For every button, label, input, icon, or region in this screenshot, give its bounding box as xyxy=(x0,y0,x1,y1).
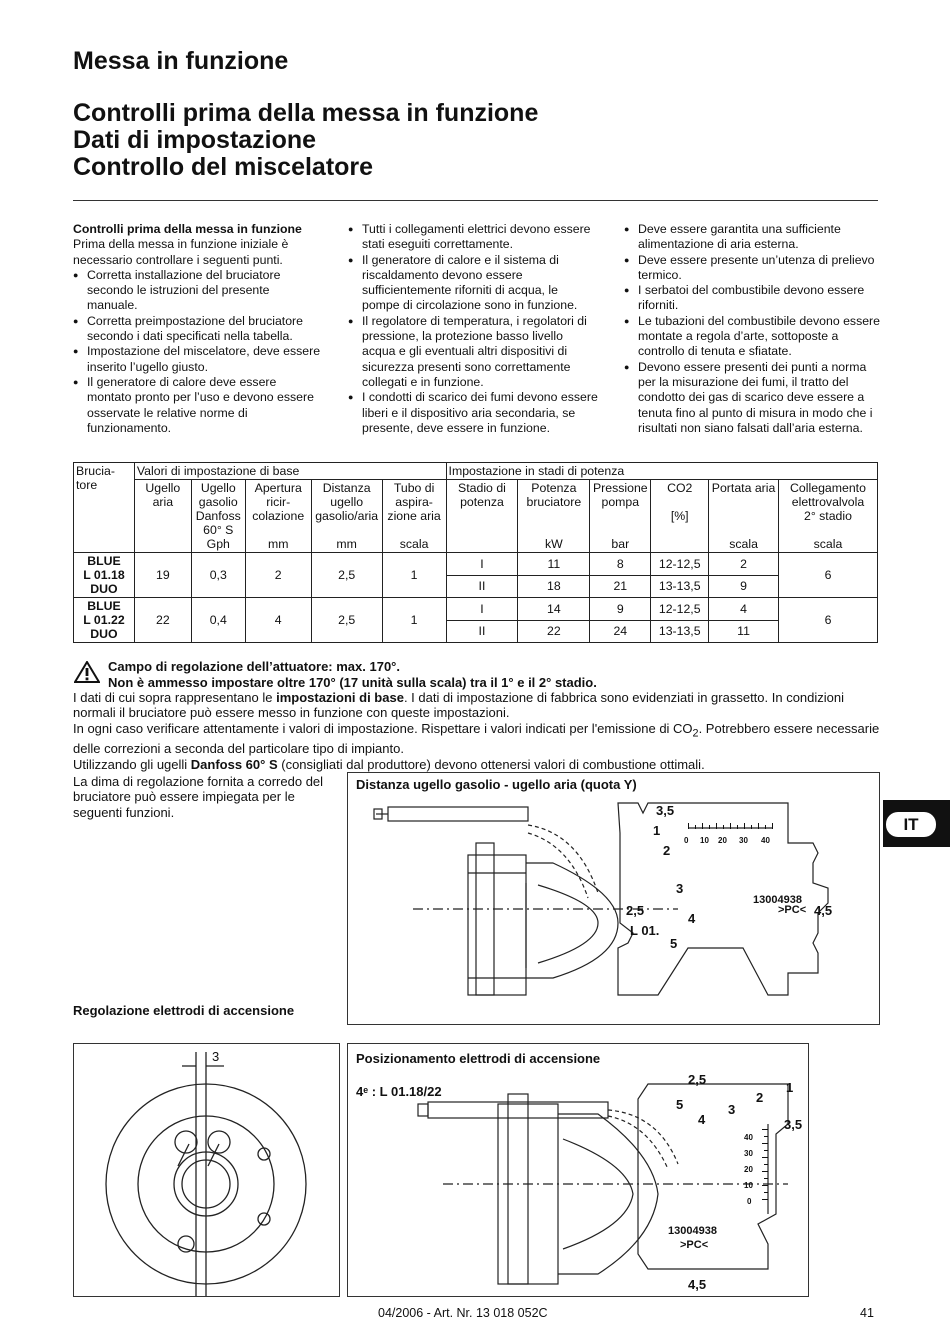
bullet-list xyxy=(348,222,598,436)
dimension-label: 3 xyxy=(212,1049,220,1064)
gauge-pc-mark: >PC< xyxy=(680,1239,709,1251)
gauge-label: 4 xyxy=(698,1112,706,1127)
table-cell: 6 xyxy=(778,598,877,643)
gauge-model-label: L 01. xyxy=(630,923,660,938)
gauge-scale-ticks xyxy=(762,1129,768,1200)
table-cell: II xyxy=(446,620,518,643)
column-electrical xyxy=(348,222,598,436)
list-item: ● Deve essere presente un’utenza di prelievo termico. xyxy=(624,253,880,284)
gauge-label: 3 xyxy=(728,1102,736,1117)
subtitle-line: Controllo del miscelatore xyxy=(73,153,374,181)
table-cell: 21 xyxy=(590,575,651,598)
list-item: ● I serbatoi del combustibile devono essere riforniti. xyxy=(624,283,880,314)
column-header: Pressione pompa xyxy=(592,481,648,509)
column-fuel xyxy=(624,222,880,436)
note-text: (consigliati dal produttore) devono ottenersi valori di combustione ottimali. xyxy=(277,756,705,772)
settings-notes xyxy=(73,690,883,772)
bullet-list xyxy=(624,222,880,436)
scale-label: 0 xyxy=(684,836,689,845)
table-cell: 13-13,5 xyxy=(651,620,709,643)
warning-text xyxy=(108,659,597,691)
column-header: Ugello gasolio Danfoss 60° S xyxy=(195,481,241,537)
column-unit: scala xyxy=(813,537,843,551)
figure-subtitle: 4ᵉ : L 01.18/22 xyxy=(356,1084,442,1099)
table-cell: 0,3 xyxy=(191,553,245,598)
settings-table xyxy=(73,462,878,643)
table-cell: 18 xyxy=(518,575,590,598)
table-cell: 4 xyxy=(709,598,779,621)
column-checks xyxy=(73,222,321,436)
scale-label: 20 xyxy=(744,1165,753,1174)
column-unit: bar xyxy=(611,537,630,551)
column-header: Stadio di potenza xyxy=(458,481,506,509)
gauge-code: 13004938 xyxy=(753,894,802,906)
column-header: Potenza bruciatore xyxy=(526,481,582,509)
gauge-label: 2 xyxy=(756,1090,764,1105)
language-tab-label: IT xyxy=(886,812,936,837)
column-unit: scala xyxy=(399,537,429,551)
table-cell: 2,5 xyxy=(311,553,382,598)
note-emphasis: impostazioni di base xyxy=(276,690,404,705)
list-item: ● Il regolatore di temperatura, i regolatori di pressione, la protezione basso livello acqua e gli eventuali altri dispositivi di sicurezza presenti sono correttamente collegati e in funzione. xyxy=(348,314,598,390)
figure-title: Posizionamento elettrodi di accensione xyxy=(356,1051,601,1066)
column-unit: kW xyxy=(544,537,563,551)
note-text: . Potrebbero essere necessarie delle correzioni a seconda del particolare tipo di impianto. xyxy=(73,720,880,757)
table-cell: 19 xyxy=(134,553,191,598)
table-row xyxy=(74,598,878,621)
table-cell: 12-12,5 xyxy=(651,553,709,576)
gauge-label: 4,5 xyxy=(814,903,833,918)
table-cell: I xyxy=(446,598,518,621)
table-cell: 12-12,5 xyxy=(651,598,709,621)
gauge-label: 3 xyxy=(676,881,684,896)
model-cell: BLUE L 01.18 DUO xyxy=(74,553,135,598)
note-paragraph xyxy=(73,721,883,757)
gauge-label: 5 xyxy=(670,936,678,951)
warning-icon xyxy=(74,661,100,683)
list-item: ● Il generatore di calore e il sistema di riscaldamento devono essere sufficientemente riforniti di acqua, le pompe di circolazione sono in funzione. xyxy=(348,253,598,314)
table-cell: 6 xyxy=(778,553,877,598)
note-text: . I dati di impostazione di fabbrica sono evidenziati in grassetto. In condizioni normali il bruciatore può essere messo in funzione con queste impostazioni. xyxy=(73,690,845,721)
note-subscript: 2 xyxy=(692,727,699,740)
gauge-code: 13004938 xyxy=(668,1225,717,1237)
table-cell: 0,4 xyxy=(191,598,245,643)
column-unit: mm xyxy=(267,537,289,551)
gauge-label: 4,5 xyxy=(688,1277,707,1292)
page-number: 41 xyxy=(860,1306,874,1320)
note-text: I dati di cui sopra rappresentano le xyxy=(73,690,277,705)
column-header: Tubo di aspira- zione aria xyxy=(387,481,441,523)
gauge-label: 1 xyxy=(786,1080,794,1095)
scale-label: 0 xyxy=(747,1197,752,1206)
electrode-disc-drawing xyxy=(74,1044,339,1296)
table-cell: I xyxy=(446,553,518,576)
gauge-label: 3,5 xyxy=(656,803,675,818)
section-subtitles xyxy=(73,100,538,181)
note-paragraph xyxy=(73,757,883,772)
table-cell: 2 xyxy=(245,553,311,598)
scale-label: 30 xyxy=(744,1149,753,1158)
gauge-label: 2,5 xyxy=(626,903,645,918)
table-cell: 11 xyxy=(709,620,779,643)
subtitle-line: Dati di impostazione xyxy=(73,126,317,154)
bullet-list xyxy=(73,268,321,436)
page-title: Messa in funzione xyxy=(73,47,289,75)
gauge-label: 3,5 xyxy=(784,1117,803,1132)
table-cell: 24 xyxy=(590,620,651,643)
model-cell: BLUE L 01.22 DUO xyxy=(74,598,135,643)
gauge-label: 4 xyxy=(688,911,696,926)
header-stage-values: Impostazione in stadi di potenza xyxy=(446,463,877,480)
scale-label: 40 xyxy=(761,836,770,845)
column-header: Distanza ugello gasolio/aria xyxy=(315,481,379,523)
table-column-headers xyxy=(74,480,878,553)
table-cell: 22 xyxy=(518,620,590,643)
note-emphasis: Danfoss 60° S xyxy=(190,756,278,772)
figure-caption: Regolazione elettrodi di accensione xyxy=(73,1003,295,1018)
column-header: CO2 [%] xyxy=(667,481,693,523)
nozzle-gauge-drawing xyxy=(348,773,879,1024)
table-cell: II xyxy=(446,575,518,598)
column-unit: Gph xyxy=(206,537,230,551)
table-cell: 2 xyxy=(709,553,779,576)
scale-label: 10 xyxy=(700,836,709,845)
dima-description: La dima di regolazione fornita a corredo del bruciatore può essere impiegata per le seguenti funzioni. xyxy=(73,774,324,820)
table-cell: 22 xyxy=(134,598,191,643)
figure-nozzle-distance xyxy=(347,772,880,1025)
header-divider xyxy=(73,200,878,201)
gauge-label: 2 xyxy=(663,843,671,858)
table-cell: 9 xyxy=(709,575,779,598)
table-cell: 11 xyxy=(518,553,590,576)
list-item: ● Corretta installazione del bruciatore secondo le istruzioni del presente manuale. xyxy=(73,268,321,314)
scale-label: 20 xyxy=(718,836,727,845)
footer-article-number: 04/2006 - Art. Nr. 13 018 052C xyxy=(378,1306,548,1320)
list-item: ● Devono essere presenti dei punti a norma per la misurazione dei fumi, il tratto del condotto dei gas di scarico deve essere a tenuta fino al punto di misura in modo che i risultati non siano falsati dall’aria esterna. xyxy=(624,360,880,436)
gauge-label: 5 xyxy=(676,1097,684,1112)
table-cell: 2,5 xyxy=(311,598,382,643)
scale-label: 10 xyxy=(744,1181,753,1190)
header-burner: Brucia- tore xyxy=(74,463,135,553)
table-cell: 14 xyxy=(518,598,590,621)
table-cell: 1 xyxy=(382,598,446,643)
column-header: Portata aria xyxy=(711,481,776,495)
table-cell: 9 xyxy=(590,598,651,621)
figure-electrode-positioning xyxy=(347,1043,809,1297)
column-header: Collegamento elettrovalvola 2° stadio xyxy=(790,481,866,523)
scale-label: 30 xyxy=(739,836,748,845)
column-unit: mm xyxy=(336,537,357,551)
warning-line: Campo di regolazione dell’attuatore: max. 170°. xyxy=(108,659,400,674)
list-item: ● Tutti i collegamenti elettrici devono essere stati eseguiti correttamente. xyxy=(348,222,598,253)
warning-line: Non è ammesso impostare oltre 170° (17 unità sulla scala) tra il 1° e il 2° stadio. xyxy=(108,675,597,690)
electrode-gauge-drawing xyxy=(348,1044,808,1296)
table-row xyxy=(74,553,878,576)
note-paragraph xyxy=(73,690,883,721)
figure-title: Distanza ugello gasolio - ugello aria (quota Y) xyxy=(356,777,637,792)
table-cell: 1 xyxy=(382,553,446,598)
column-intro: Prima della messa in funzione iniziale è necessario controllare i seguenti punti. xyxy=(73,237,289,267)
gauge-label: 2,5 xyxy=(688,1072,707,1087)
list-item: ● Le tubazioni del combustibile devono essere montate a regola d’arte, sottoposte a controllo di tenuta e sfiatate. xyxy=(624,314,880,360)
gauge-pc-mark: >PC< xyxy=(778,904,807,916)
list-item: ● Il generatore di calore deve essere montato pronto per l’uso e devono essere osservate le relative norme di funzionamento. xyxy=(73,375,321,436)
table-cell: 4 xyxy=(245,598,311,643)
column-unit: scala xyxy=(729,537,758,551)
column-heading: Controlli prima della messa in funzione xyxy=(73,222,302,236)
subtitle-line: Controlli prima della messa in funzione xyxy=(73,99,539,127)
gauge-label: 1 xyxy=(653,823,661,838)
note-text: In ogni caso verificare attentamente i valori di impostazione. Rispettare i valori indicati per l'emissione di CO xyxy=(73,720,693,736)
column-header: Ugello aria xyxy=(145,481,181,509)
list-item: ● Deve essere garantita una sufficiente alimentazione di aria esterna. xyxy=(624,222,880,253)
list-item: ● Corretta preimpostazione del bruciatore secondo i dati specificati nella tabella. xyxy=(73,314,321,345)
note-text: Utilizzando gli ugelli xyxy=(73,756,191,772)
list-item: ● Impostazione del miscelatore, deve essere inserito l’ugello giusto. xyxy=(73,344,321,375)
figure-electrode-adjustment xyxy=(73,1043,340,1297)
column-header: Apertura ricir- colazione xyxy=(252,481,305,523)
header-base-values: Valori di impostazione di base xyxy=(134,463,446,480)
table-cell: 8 xyxy=(590,553,651,576)
list-item: ● I condotti di scarico dei fumi devono essere liberi e il dispositivo aria secondaria, se presente, deve essere in funzione. xyxy=(348,390,598,436)
table-cell: 13-13,5 xyxy=(651,575,709,598)
scale-label: 40 xyxy=(744,1133,753,1142)
